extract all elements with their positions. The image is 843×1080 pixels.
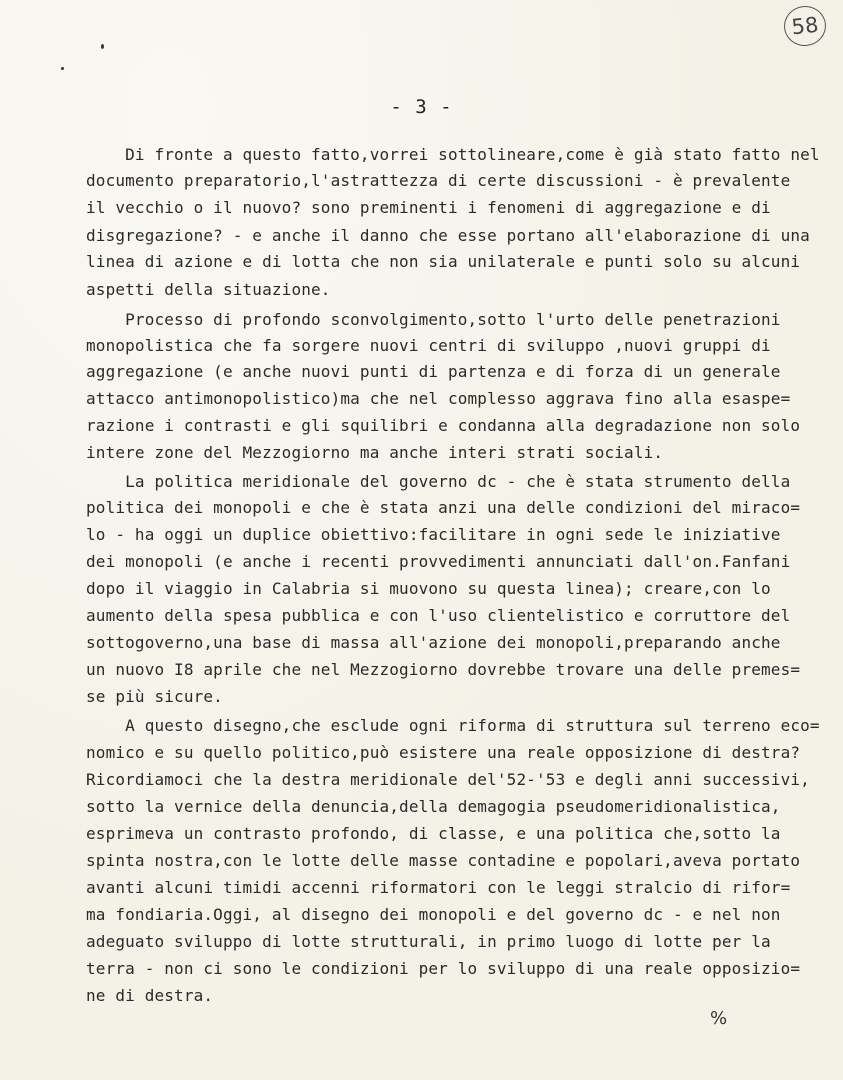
text-line: monopolistica che fa sorgere nuovi centri di sviluppo ,nuovi gruppi di — [86, 336, 771, 355]
text-line: Ricordiamoci che la destra meridionale del'52-'53 e degli anni successivi, — [86, 770, 810, 789]
end-mark: % — [710, 1008, 728, 1029]
text-line: aggregazione (e anche nuovi punti di partenza e di forza di un generale — [86, 362, 781, 381]
text-line: ma fondiaria.Oggi, al disegno dei monopoli e del governo dc - e nel non — [86, 905, 781, 924]
text-line: sotto la vernice della denuncia,della demagogia pseudomeridionalistica, — [86, 797, 781, 816]
text-line: spinta nostra,con le lotte delle masse contadine e popolari,aveva portato — [86, 851, 801, 870]
text-line: avanti alcuni timidi accenni riformatori con le leggi stralcio di rifor= — [86, 878, 791, 897]
archive-page-stamp: 58 — [782, 4, 828, 48]
ink-speck — [61, 67, 64, 70]
text-line: dopo il viaggio in Calabria si muovono su questa linea); creare,con lo — [86, 579, 771, 598]
text-line: razione i contrasti e gli squilibri e condanna alla degradazione non solo — [86, 416, 801, 435]
text-line: intere zone del Mezzogiorno ma anche interi strati sociali. — [86, 443, 664, 462]
text-line: se più sicure. — [86, 687, 223, 706]
text-line: A questo disegno,che esclude ogni riforma di struttura sul terreno eco= — [86, 716, 820, 735]
text-line: dei monopoli (e anche i recenti provvedimenti annunciati dall'on.Fanfani — [86, 552, 791, 571]
text-line: terra - non ci sono le condizioni per lo sviluppo di una reale opposizio= — [86, 959, 801, 978]
text-line: nomico e su quello politico,può esistere una reale opposizione di destra? — [86, 743, 801, 762]
text-line: lo - ha oggi un duplice obiettivo:facilitare in ogni sede le iniziative — [86, 525, 781, 544]
text-line: documento preparatorio,l'astrattezza di certe discussioni - è prevalente — [86, 171, 791, 190]
text-line: un nuovo I8 aprile che nel Mezzogiorno dovrebbe trovare una delle premes= — [86, 660, 801, 679]
text-line: aumento della spesa pubblica e con l'uso clientelistico e corruttore del — [86, 606, 791, 625]
text-line: linea di azione e di lotta che non sia unilaterale e punti solo su alcuni — [86, 252, 801, 271]
text-line: Processo di profondo sconvolgimento,sotto l'urto delle penetrazioni — [86, 310, 781, 329]
text-line: La politica meridionale del governo dc - che è stata strumento della — [86, 472, 791, 491]
text-line: adeguato sviluppo di lotte strutturali, in primo luogo di lotte per la — [86, 932, 771, 951]
page-number: - 3 - — [390, 96, 453, 118]
text-line: il vecchio o il nuovo? sono preminenti i fenomeni di aggregazione e di — [86, 198, 771, 217]
text-line: attacco antimonopolistico)ma che nel complesso aggrava fino alla esaspe= — [86, 389, 791, 408]
text-line: esprimeva un contrasto profondo, di classe, e una politica che,sotto la — [86, 824, 781, 843]
text-line: aspetti della situazione. — [86, 280, 331, 299]
text-line: politica dei monopoli e che è stata anzi una delle condizioni del miraco= — [86, 498, 801, 517]
text-line: Di fronte a questo fatto,vorrei sottolineare,come è già stato fatto nel — [86, 145, 820, 164]
text-line: sottogoverno,una base di massa all'azione dei monopoli,preparando anche — [86, 633, 781, 652]
ink-speck — [101, 44, 104, 49]
text-line: ne di destra. — [86, 986, 214, 1005]
text-line: disgregazione? - e anche il danno che esse portano all'elaborazione di una — [86, 226, 810, 245]
